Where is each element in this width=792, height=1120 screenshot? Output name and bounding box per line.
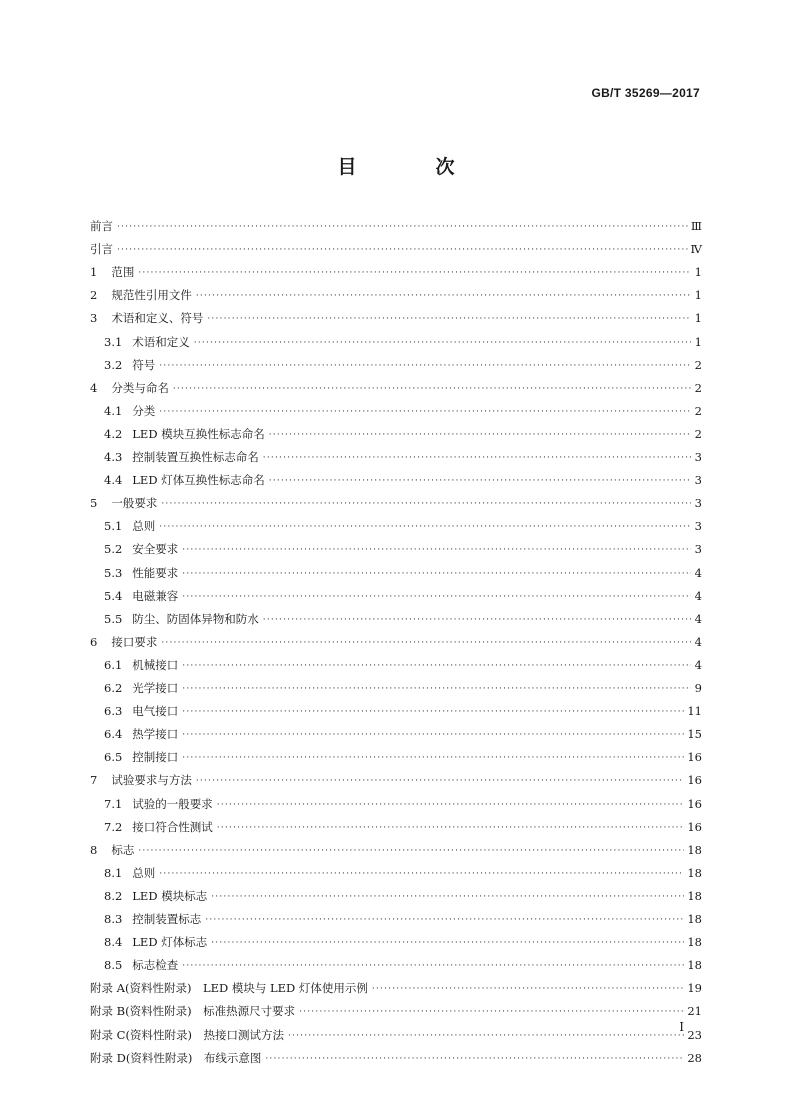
toc-leader-dots bbox=[161, 636, 691, 650]
toc-entry[interactable] bbox=[104, 794, 702, 812]
toc-entry-label: LED 模块标志 bbox=[132, 888, 208, 903]
toc-entry-page: 21 bbox=[687, 1004, 702, 1019]
toc-entry[interactable] bbox=[104, 886, 702, 904]
toc-entry-number: 8.2 bbox=[104, 888, 123, 903]
toc-entry-page: 16 bbox=[687, 819, 702, 834]
toc-entry-label: 控制装置标志 bbox=[132, 912, 202, 926]
toc-entry[interactable] bbox=[104, 955, 702, 973]
toc-entry-number: 8.1 bbox=[104, 865, 123, 880]
toc-entry-label: LED 灯体标志 bbox=[132, 935, 208, 950]
toc-entry-number: 5.5 bbox=[104, 611, 123, 626]
toc-leader-dots bbox=[194, 336, 691, 350]
toc-entry-page: 18 bbox=[687, 912, 702, 926]
toc-entry-number: 4 bbox=[90, 380, 98, 395]
toc-entry-label: 范围 bbox=[111, 265, 135, 280]
toc-leader-dots bbox=[182, 543, 691, 557]
toc-entry-page: 3 bbox=[694, 496, 702, 511]
toc-entry-number: 7 bbox=[90, 773, 98, 788]
toc-entry-number: 1 bbox=[90, 265, 98, 280]
toc-leader-dots bbox=[159, 359, 691, 373]
toc-entry[interactable] bbox=[90, 1001, 702, 1019]
toc-entry-label: 控制接口 bbox=[132, 750, 179, 765]
toc-entry-label: LED 模块互换性标志命名 bbox=[132, 426, 265, 441]
toc-entry-label: 控制装置互换性标志命名 bbox=[132, 450, 259, 464]
toc-leader-dots bbox=[117, 243, 688, 257]
toc-leader-dots bbox=[182, 567, 691, 581]
toc-entry[interactable] bbox=[90, 493, 702, 511]
toc-entry-label: 一般要求 bbox=[111, 496, 158, 511]
toc-entry[interactable] bbox=[104, 724, 702, 742]
toc-entry-page: 11 bbox=[687, 704, 702, 719]
standard-code: GB/T 35269—2017 bbox=[591, 86, 700, 100]
toc-entry-number: 5 bbox=[90, 496, 98, 511]
toc-entry-number: 附录 C bbox=[90, 1027, 126, 1042]
toc-entry-label: 分类与命名 bbox=[111, 380, 169, 395]
toc-entry-number: 附录 D bbox=[90, 1050, 126, 1065]
toc-entry-page: 23 bbox=[687, 1027, 702, 1042]
toc-entry-page: Ⅳ bbox=[690, 242, 702, 257]
toc-entry-label: 标志 bbox=[111, 842, 135, 857]
toc-entry-label: 安全要求 bbox=[132, 542, 179, 557]
toc-entry[interactable] bbox=[90, 378, 702, 396]
toc-entry-label: 机械接口 bbox=[132, 657, 179, 672]
toc-entry[interactable] bbox=[104, 586, 702, 604]
toc-entry[interactable] bbox=[104, 932, 702, 950]
toc-entry[interactable] bbox=[104, 424, 702, 442]
toc-entry-number: 4.4 bbox=[104, 473, 123, 488]
toc-entry-number: 附录 B bbox=[90, 1004, 126, 1019]
toc-entry[interactable] bbox=[104, 817, 702, 835]
toc-entry-label: (资料性附录) 布线示意图 bbox=[125, 1050, 262, 1065]
toc-entry[interactable] bbox=[104, 539, 702, 557]
toc-leader-dots bbox=[182, 751, 684, 765]
toc-entry-number: 5.3 bbox=[104, 565, 123, 580]
toc-entry-page: 4 bbox=[694, 611, 702, 626]
toc-leader-dots bbox=[159, 405, 691, 419]
toc-entry[interactable] bbox=[104, 332, 702, 350]
toc-leader-dots bbox=[182, 705, 684, 719]
toc-entry-page: 2 bbox=[694, 403, 702, 418]
toc-entry-number: 6 bbox=[90, 634, 98, 649]
toc-entry-number: 7.2 bbox=[104, 819, 123, 834]
toc-entry[interactable] bbox=[90, 1048, 702, 1066]
toc-entry-number: 3 bbox=[90, 311, 98, 326]
toc-entry-number: 3.2 bbox=[104, 357, 123, 372]
toc-leader-dots bbox=[182, 959, 684, 973]
toc-entry-page: 16 bbox=[687, 750, 702, 765]
toc-leader-dots bbox=[372, 982, 684, 996]
toc-entry-page: 1 bbox=[694, 288, 702, 303]
toc-entry-label: 试验的一般要求 bbox=[132, 796, 213, 811]
toc-entry-page: 18 bbox=[687, 935, 702, 950]
toc-entry[interactable] bbox=[104, 563, 702, 581]
toc-entry[interactable] bbox=[90, 770, 702, 788]
toc-entry-page: 1 bbox=[694, 334, 702, 349]
toc-entry-label: 性能要求 bbox=[132, 565, 179, 580]
toc-leader-dots bbox=[299, 1005, 684, 1019]
toc-entry-label: 总则 bbox=[132, 519, 156, 534]
toc-entry-page: 18 bbox=[687, 865, 702, 880]
toc-entry[interactable] bbox=[104, 447, 702, 465]
toc-leader-dots bbox=[138, 266, 691, 280]
toc-leader-dots bbox=[182, 728, 684, 742]
toc-entry[interactable] bbox=[104, 655, 702, 673]
toc-leader-dots bbox=[159, 520, 691, 534]
toc-entry[interactable] bbox=[90, 978, 702, 996]
toc-entry-label: 接口要求 bbox=[111, 634, 158, 649]
toc-entry-page: 4 bbox=[694, 565, 702, 580]
toc-entry[interactable] bbox=[104, 609, 702, 627]
toc-entry[interactable] bbox=[90, 632, 702, 650]
toc-entry[interactable] bbox=[104, 678, 702, 696]
toc-leader-dots bbox=[182, 682, 691, 696]
toc-entry-page: 3 bbox=[694, 542, 702, 557]
toc-entry-number: 6.2 bbox=[104, 681, 123, 695]
toc-entry-page: 16 bbox=[687, 796, 702, 811]
toc-entry-label: 引言 bbox=[90, 242, 113, 257]
toc-entry-label: 总则 bbox=[132, 865, 156, 880]
toc-entry-label: 接口符合性测试 bbox=[132, 819, 213, 834]
toc-entry-number: 5.4 bbox=[104, 588, 123, 603]
toc-entry-number: 4.3 bbox=[104, 450, 123, 464]
toc-entry-label: 符号 bbox=[132, 357, 156, 372]
toc-entry-page: 4 bbox=[694, 657, 702, 672]
toc-entry-label: 光学接口 bbox=[132, 681, 179, 695]
toc-entry-number: 6.1 bbox=[104, 657, 123, 672]
toc-entry-page: 18 bbox=[687, 842, 702, 857]
toc-entry-number: 2 bbox=[90, 288, 98, 303]
toc-entry-number: 8.3 bbox=[104, 912, 123, 926]
toc-entry-label: 电磁兼容 bbox=[132, 588, 179, 603]
toc-leader-dots bbox=[263, 613, 691, 627]
toc-entry[interactable] bbox=[104, 355, 702, 373]
page-number: I bbox=[679, 1020, 684, 1034]
toc-entry-label: (资料性附录) 热接口测试方法 bbox=[125, 1027, 284, 1042]
toc-entry-number: 8.4 bbox=[104, 935, 123, 950]
toc-entry-number: 4.1 bbox=[104, 403, 123, 418]
toc-leader-dots bbox=[269, 474, 691, 488]
toc-entry-label: 试验要求与方法 bbox=[111, 773, 192, 788]
toc-leader-dots bbox=[173, 382, 691, 396]
toc-entry-number: 8 bbox=[90, 842, 98, 857]
toc-entry-page: 16 bbox=[687, 773, 702, 788]
toc-leader-dots bbox=[263, 451, 691, 465]
toc-entry[interactable] bbox=[90, 216, 702, 234]
toc-leader-dots bbox=[196, 774, 685, 788]
toc-entry-page: 1 bbox=[694, 311, 702, 326]
toc-entry-number: 5.2 bbox=[104, 542, 123, 557]
toc-entry-page: 2 bbox=[694, 380, 702, 395]
toc-entry[interactable] bbox=[90, 262, 702, 280]
toc-entry-page: 15 bbox=[687, 727, 702, 742]
toc-entry-number: 5.1 bbox=[104, 519, 123, 534]
toc-entry-label: 电气接口 bbox=[132, 704, 179, 719]
toc-entry[interactable] bbox=[104, 863, 702, 881]
toc-entry-label: 前言 bbox=[90, 219, 113, 233]
toc-leader-dots bbox=[117, 220, 688, 234]
toc-entry-label: 防尘、防固体异物和防水 bbox=[132, 611, 259, 626]
toc-entry[interactable] bbox=[90, 1025, 702, 1043]
toc-entry-page: Ⅲ bbox=[690, 219, 702, 233]
toc-entry-number: 6.3 bbox=[104, 704, 123, 719]
toc-entry-number: 7.1 bbox=[104, 796, 123, 811]
toc-leader-dots bbox=[217, 798, 685, 812]
toc-leader-dots bbox=[182, 659, 691, 673]
toc-leader-dots bbox=[269, 428, 691, 442]
toc-entry[interactable] bbox=[104, 701, 702, 719]
toc-entry[interactable] bbox=[90, 285, 702, 303]
toc-entry-label: 标志检查 bbox=[132, 958, 179, 973]
toc-leader-dots bbox=[205, 913, 684, 927]
toc-entry-number: 3.1 bbox=[104, 334, 123, 349]
toc-entry-label: 术语和定义 bbox=[132, 334, 190, 349]
toc-entry-page: 19 bbox=[687, 981, 702, 996]
toc-entry-label: 规范性引用文件 bbox=[111, 288, 192, 303]
toc-entry[interactable] bbox=[104, 401, 702, 419]
toc-entry-label: LED 灯体互换性标志命名 bbox=[132, 473, 265, 488]
toc-entry-number: 4.2 bbox=[104, 426, 123, 441]
toc-entry-page: 2 bbox=[694, 426, 702, 441]
toc-entry-page: 3 bbox=[694, 450, 702, 464]
toc-leader-dots bbox=[161, 497, 691, 511]
toc-entry-number: 6.5 bbox=[104, 750, 123, 765]
toc-entry-page: 9 bbox=[694, 681, 702, 695]
toc-leader-dots bbox=[211, 936, 684, 950]
toc-entry[interactable] bbox=[90, 239, 702, 257]
toc-leader-dots bbox=[217, 821, 685, 835]
toc-entry-label: (资料性附录) 标准热源尺寸要求 bbox=[125, 1004, 296, 1019]
toc-entry-number: 8.5 bbox=[104, 958, 123, 973]
toc-entry[interactable] bbox=[104, 909, 702, 927]
toc-entry-page: 4 bbox=[694, 634, 702, 649]
toc-leader-dots bbox=[288, 1029, 684, 1043]
toc-leader-dots bbox=[196, 289, 691, 303]
toc-entry-label: 术语和定义、符号 bbox=[111, 311, 204, 326]
toc-entry-page: 28 bbox=[687, 1050, 702, 1065]
toc-entry-label: 热学接口 bbox=[132, 727, 179, 742]
toc-entry-page: 4 bbox=[694, 588, 702, 603]
toc-leader-dots bbox=[265, 1052, 684, 1066]
toc-entry-page: 3 bbox=[694, 519, 702, 534]
toc-entry[interactable] bbox=[90, 840, 702, 858]
toc-entry-label: 分类 bbox=[132, 403, 156, 418]
toc-leader-dots bbox=[138, 844, 684, 858]
toc-entry-page: 3 bbox=[694, 473, 702, 488]
toc-entry-page: 2 bbox=[694, 357, 702, 372]
toc-entry-number: 附录 A bbox=[90, 981, 125, 996]
toc-leader-dots bbox=[159, 867, 684, 881]
toc-entry-label: (资料性附录) LED 模块与 LED 灯体使用示例 bbox=[124, 981, 368, 996]
toc-title: 目 次 bbox=[337, 156, 485, 178]
toc-entry[interactable] bbox=[104, 747, 702, 765]
toc-leader-dots bbox=[182, 590, 691, 604]
toc-entry[interactable] bbox=[104, 470, 702, 488]
toc-leader-dots bbox=[211, 890, 684, 904]
toc-entry-page: 1 bbox=[694, 265, 702, 280]
toc-leader-dots bbox=[207, 312, 691, 326]
toc-entry[interactable] bbox=[104, 516, 702, 534]
toc-entry[interactable] bbox=[90, 308, 702, 326]
toc-entry-page: 18 bbox=[687, 958, 702, 973]
toc-entry-number: 6.4 bbox=[104, 727, 123, 742]
toc-entry-page: 18 bbox=[687, 888, 702, 903]
